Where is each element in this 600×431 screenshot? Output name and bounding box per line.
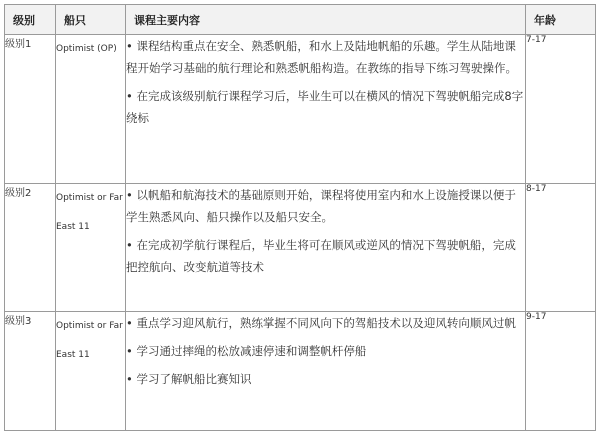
table-row [5,312,596,431]
course-table [4,4,596,431]
level-cell: 级别3 [5,312,56,431]
header-row [5,5,596,35]
content-cell [126,35,526,184]
bullet-item: • 重点学习迎风航行，熟练掌握不同风向下的驾船技术以及迎风转向顺风过帆 [126,316,516,330]
level-cell: 级别2 [5,184,56,312]
table-row [5,184,596,312]
header-boat: 船只 [56,5,126,35]
age-cell: 9-17 [526,312,596,431]
age-cell: 8-17 [526,184,596,312]
bullet-item: • 以帆船和航海技术的基础原则开始，课程将使用室内和水上设施授课以便于学生熟悉风向、船只操作以及船只安全。 [126,188,516,224]
header-level: 级别 [5,5,56,35]
table-row [5,35,596,184]
age-cell: 7-17 [526,35,596,184]
level-cell: 级别1 [5,35,56,184]
header-age: 年龄 [526,5,596,35]
bullet-item: • 在完成该级别航行课程学习后，毕业生可以在横风的情况下驾驶帆船完成8字绕标 [126,89,524,125]
boat-cell: Optimist or Far East 11 [56,312,126,431]
boat-cell: Optimist or Far East 11 [56,184,126,312]
bullet-item: • 在完成初学航行课程后，毕业生将可在顺风或逆风的情况下驾驶帆船，完成把控航向、改变航道等技术 [126,238,516,274]
bullet-item: • 学习了解帆船比赛知识 [126,372,252,386]
bullet-item: • 学习通过摔绳的松放减速停速和调整帆杆停船 [126,344,367,358]
content-cell [126,184,526,312]
header-content: 课程主要内容 [126,5,526,35]
content-cell [126,312,526,431]
bullet-item: • 课程结构重点在安全、熟悉帆船，和水上及陆地帆船的乐趣。学生从陆地课程开始学习基础的航行理论和熟悉帆船构造。在教练的指导下练习驾驶操作。 [126,39,517,75]
boat-cell: Optimist (OP) [56,35,126,184]
